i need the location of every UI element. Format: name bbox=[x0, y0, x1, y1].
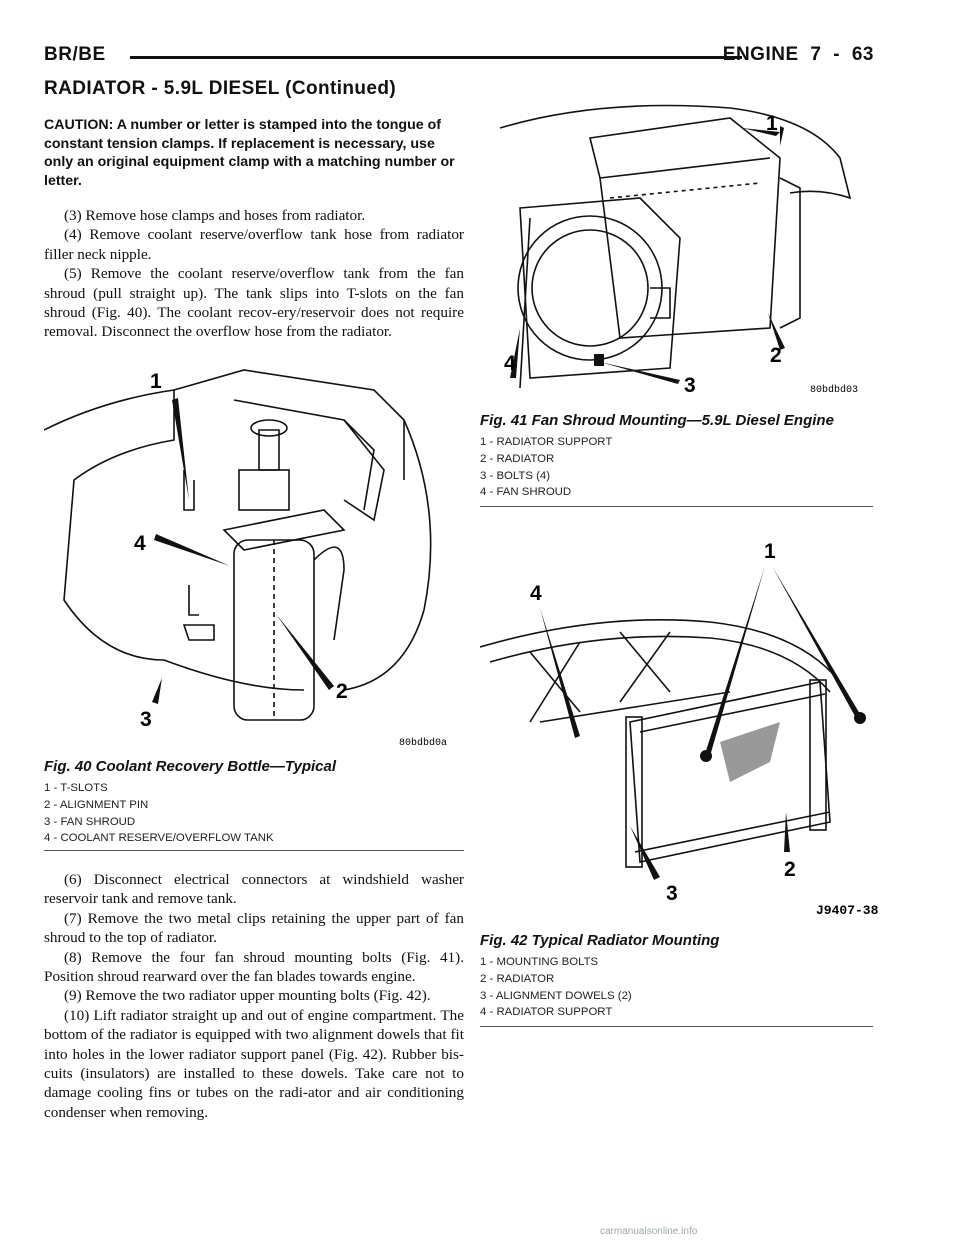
fig42-illustration bbox=[480, 522, 880, 922]
fig41-rule bbox=[480, 506, 873, 507]
fig41-callout-4: 4 bbox=[504, 352, 516, 375]
header-right: ENGINE 7 - 63 bbox=[722, 44, 874, 65]
fig42-title: Fig. 42 Typical Radiator Mounting bbox=[480, 932, 720, 949]
header-rule bbox=[130, 56, 742, 59]
step-8: (8) Remove the four fan shroud mounting bolts (Fig. 41). Position shroud rearward over the fan blades towards engine. bbox=[44, 948, 464, 986]
caution-text: CAUTION: A number or letter is stamped into the tongue of constant tension clamps. If replacement is necessary, use only an original equipment clamp with a matching number or letter. bbox=[44, 117, 455, 189]
step-9: (9) Remove the two radiator upper mounting bolts (Fig. 42). bbox=[64, 987, 431, 1005]
fig42-callout-2: 2 bbox=[784, 858, 796, 881]
fig40-code: 80bdbd0a bbox=[399, 738, 448, 749]
fig42-rule bbox=[480, 1026, 873, 1027]
step-5: (5) Remove the coolant reserve/overflow tank from the fan shroud (pull straight up). The tank slips into T-slots on the fan shroud (Fig. 40). The coolant recov-ery/reservoir does not require removal. Disconnect the overflow hose from the radiator. bbox=[44, 265, 464, 341]
fig41-callout-1: 1 bbox=[766, 112, 778, 135]
fig42-callout-3: 3 bbox=[666, 882, 678, 905]
fig42-callout-4: 4 bbox=[530, 582, 542, 605]
step-3: (3) Remove hose clamps and hoses from radiator. bbox=[64, 207, 366, 224]
step-4: (4) Remove coolant reserve/overflow tank hose from radiator filler neck nipple. bbox=[44, 226, 464, 263]
fig41-title: Fig. 41 Fan Shroud Mounting—5.9L Diesel Engine bbox=[480, 412, 834, 429]
step-6: (6) Disconnect electrical connectors at windshield washer reservoir tank and remove tank. bbox=[44, 871, 464, 908]
section-title: RADIATOR - 5.9L DIESEL (Continued) bbox=[44, 78, 397, 99]
fig41-callout-2: 2 bbox=[770, 344, 782, 367]
fig41-legend-item: 2 - RADIATOR bbox=[480, 452, 555, 465]
fig40-legend bbox=[44, 780, 274, 847]
fig41-callout-3: 3 bbox=[684, 374, 696, 397]
step-7: (7) Remove the two metal clips retaining the upper part of fan shroud to the top of radiator. bbox=[44, 909, 464, 947]
steps-top bbox=[44, 206, 464, 342]
fig40-legend-item: 3 - FAN SHROUD bbox=[44, 815, 136, 828]
fig40-callout-1: 1 bbox=[150, 370, 162, 393]
step-10: (10) Lift radiator straight up and out of engine compartment. The bottom of the radiator is equipped with two alignment dowels that fit into holes in the lower radiator support panel (Fig. 42). Rubber bis-cuits (insulators) are installed to these dowels. Take care not to damage cooling fins or tubes on the radi-ator and air conditioning condenser when removing. bbox=[44, 1006, 464, 1121]
watermark: carmanualsonline.info bbox=[600, 1226, 698, 1237]
fig41-illustration bbox=[480, 88, 880, 398]
fig42-legend-item: 1 - MOUNTING BOLTS bbox=[480, 956, 599, 968]
fig42-legend-item: 2 - RADIATOR bbox=[480, 972, 555, 985]
fig40-legend-item: 2 - ALIGNMENT PIN bbox=[44, 798, 149, 811]
fig42-callout-1: 1 bbox=[764, 540, 776, 563]
fig40-callout-2: 2 bbox=[336, 680, 348, 703]
fig41-legend bbox=[480, 434, 612, 501]
steps-bottom bbox=[44, 870, 464, 1122]
fig42-legend bbox=[480, 954, 632, 1021]
header-left: BR/BE bbox=[44, 44, 106, 65]
fig42-legend-item: 4 - RADIATOR SUPPORT bbox=[480, 1006, 613, 1019]
fig42-legend-item: 3 - ALIGNMENT DOWELS (2) bbox=[480, 989, 632, 1002]
fig41-code: 80bdbd03 bbox=[810, 385, 859, 396]
fig40-legend-item: 1 - T-SLOTS bbox=[44, 782, 108, 794]
fig40-callout-4: 4 bbox=[134, 532, 146, 555]
fig40-rule bbox=[44, 850, 464, 851]
fig40-callout-3: 3 bbox=[140, 708, 152, 731]
fig41-legend-item: 1 - RADIATOR SUPPORT bbox=[480, 436, 613, 448]
fig41-legend-item: 3 - BOLTS (4) bbox=[480, 469, 551, 482]
fig41-legend-item: 4 - FAN SHROUD bbox=[480, 486, 572, 499]
fig40-legend-item: 4 - COOLANT RESERVE/OVERFLOW TANK bbox=[44, 832, 274, 845]
fig40-illustration bbox=[44, 360, 464, 755]
fig42-code: J9407-38 bbox=[816, 903, 879, 918]
fig40-title: Fig. 40 Coolant Recovery Bottle—Typical bbox=[44, 758, 337, 775]
